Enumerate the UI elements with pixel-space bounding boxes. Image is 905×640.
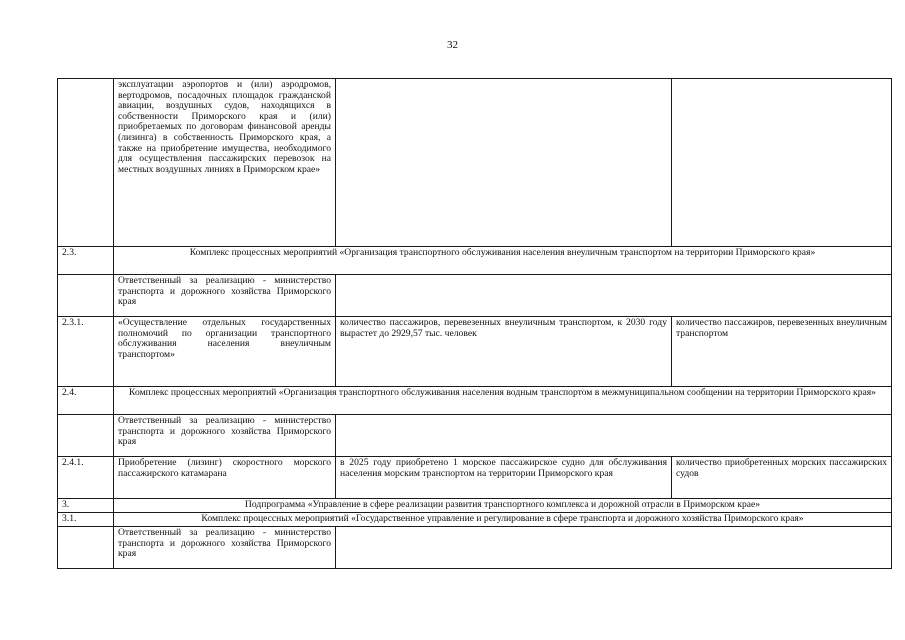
responsible-text: Ответственный за реализацию - министерство транспорта и дорожного хозяйства Приморского края xyxy=(114,275,336,317)
table-row xyxy=(58,79,892,247)
result-text: в 2025 году приобретено 1 морское пассажирское судно для обслуживания населения морским транспортом на территории Приморского края xyxy=(336,457,672,499)
row-number: 2.4.1. xyxy=(58,457,114,499)
row-number: 2.4. xyxy=(58,387,114,415)
row-number xyxy=(58,275,114,317)
row-number xyxy=(58,79,114,247)
section-header: Подпрограмма «Управление в сфере реализации развития транспортного комплекса и дорожной отрасли в Приморском крае» xyxy=(114,499,892,513)
table-row xyxy=(58,415,892,457)
measure-text: Приобретение (лизинг) скоростного морского пассажирского катамарана xyxy=(114,457,336,499)
responsible-text: Ответственный за реализацию - министерство транспорта и дорожного хозяйства Приморского края xyxy=(114,415,336,457)
table-row xyxy=(58,247,892,275)
page-number: 32 xyxy=(447,39,458,51)
table-row xyxy=(58,527,892,569)
measures-table xyxy=(57,78,892,569)
measure-text: «Осуществление отдельных государственных полномочий по организации транспортного обслуживания населения внеуличным транспортом» xyxy=(114,317,336,387)
indicator-text: количество приобретенных морских пассажирских судов xyxy=(672,457,892,499)
section-header: Комплекс процессных мероприятий «Организация транспортного обслуживания населения водным транспортом в межмуниципальном сообщении на территории Приморского края» xyxy=(114,387,892,415)
section-header: Комплекс процессных мероприятий «Государственное управление и регулирование в сфере транспорта и дорожного хозяйства Приморского края» xyxy=(114,513,892,527)
measure-text: эксплуатации аэропортов и (или) аэродромов, вертодромов, посадочных площадок гражданской авиации, воздушных судов, находящихся в собственности Приморского края и (или) приобретаемых по договорам финансовой аренды (лизинга) в собственность Приморского края, а также на приобретение имущества, необходимого для осуществления пассажирских перевозок на местных воздушных линиях в Приморском крае» xyxy=(114,79,336,247)
indicator-text xyxy=(672,79,892,247)
table-row xyxy=(58,317,892,387)
empty-cell xyxy=(336,415,892,457)
section-header: Комплекс процессных мероприятий «Организация транспортного обслуживания населения внеуличным транспортом на территории Приморского края» xyxy=(114,247,892,275)
indicator-text: количество пассажиров, перевезенных внеуличным транспортом xyxy=(672,317,892,387)
result-text: количество пассажиров, перевезенных внеуличным транспортом, к 2030 году вырастет до 2929,57 тыс. человек xyxy=(336,317,672,387)
result-text xyxy=(336,79,672,247)
responsible-text: Ответственный за реализацию - министерство транспорта и дорожного хозяйства Приморского края xyxy=(114,527,336,569)
table-row xyxy=(58,513,892,527)
table-row xyxy=(58,499,892,513)
empty-cell xyxy=(336,275,892,317)
row-number: 2.3. xyxy=(58,247,114,275)
row-number: 3. xyxy=(58,499,114,513)
row-number: 2.3.1. xyxy=(58,317,114,387)
empty-cell xyxy=(336,527,892,569)
row-number: 3.1. xyxy=(58,513,114,527)
table-row xyxy=(58,387,892,415)
row-number xyxy=(58,527,114,569)
table-row xyxy=(58,275,892,317)
table-row xyxy=(58,457,892,499)
row-number xyxy=(58,415,114,457)
